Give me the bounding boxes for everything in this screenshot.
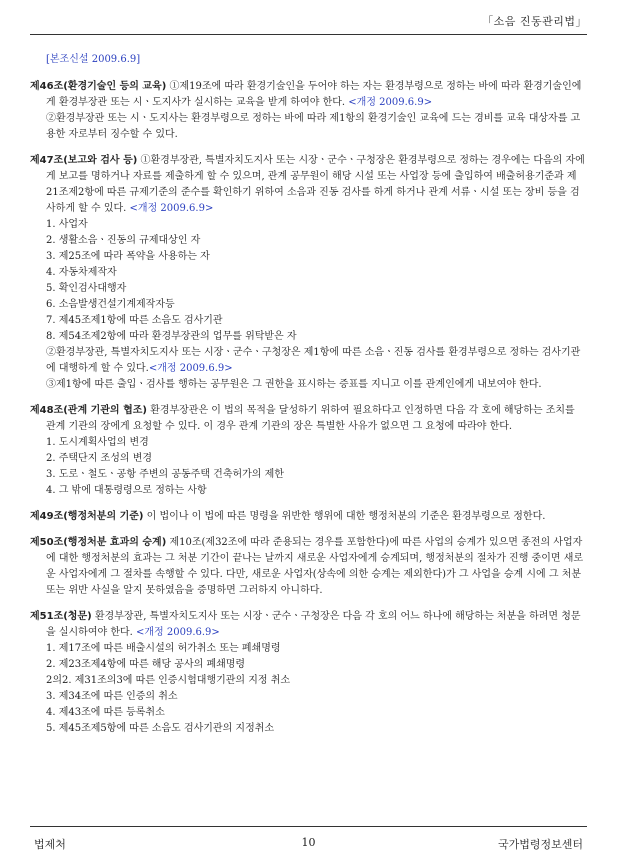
paragraph-text: ①환경부장관, 특별자치도지사 또는 시장ㆍ군수ㆍ구청장은 환경부령으로 정하는 경우에는 다음의 자에게 보고를 명하거나 자료를 제출하게 할 수 있으며, 관계 공무원이 해당 시설 또는 사업장 등에 출입하여 배출허용기준과 제21조제2항에 따른 규제기준의 준수를 확인하기 위하여 소음과 진동 검사를 하게 하거나 관계 서류ㆍ시설 또는 장비 등을 검사하게 할 수 있다. (46, 155, 585, 214)
list-item: 2. 주택단지 조성의 변경 (46, 453, 153, 464)
list-item: 2의2. 제31조의3에 따른 인증시험대행기관의 지정 취소 (46, 675, 291, 686)
article-50 (30, 535, 587, 599)
paragraph-text: 환경부장관, 특별자치도지사 또는 시장ㆍ군수ㆍ구청장은 다음 각 호의 어느 하나에 해당하는 처분을 하려면 청문을 실시하여야 한다. (46, 611, 581, 638)
page-footer (30, 826, 587, 853)
paragraph-text: ②환경부장관, 특별자치도지사 또는 시장ㆍ군수ㆍ구청장은 제1항에 따른 소음ㆍ진동 검사를 환경부령으로 정하는 검사기관에 대행하게 할 수 있다. (46, 347, 581, 374)
amendment-note: <개정 2009.6.9> (148, 363, 233, 374)
article-46-paragraph-1 (30, 79, 587, 111)
list-item: 1. 도시계획사업의 변경 (46, 437, 149, 448)
article-47 (30, 153, 587, 393)
list-item: 3. 제25조에 따라 폭약을 사용하는 자 (46, 251, 210, 262)
amendment-note: <개정 2009.6.9> (348, 97, 433, 108)
list-item: 3. 제34조에 따른 인증의 취소 (46, 691, 178, 702)
article-48-paragraph-1 (30, 403, 587, 435)
law-name: 「소음 진동관리법」 (482, 15, 587, 28)
list-item: 4. 자동차제작자 (46, 267, 117, 278)
publisher-label: 법제처 (34, 838, 66, 851)
list-item: 8. 제54조제2항에 따라 환경부장관의 업무를 위탁받은 자 (46, 331, 297, 342)
list-item: 6. 소음발생건설기계제작자등 (46, 299, 175, 310)
article-heading: 제48조(관계 기관의 협조) (30, 405, 147, 416)
article-46-paragraph-2 (30, 111, 587, 143)
article-47-paragraph-1 (30, 153, 587, 217)
article-heading: 제46조(환경기술인 등의 교육) (30, 81, 167, 92)
list-item: 3. 도로ㆍ철도ㆍ공항 주변의 공동주택 건축허가의 제한 (46, 469, 284, 480)
article-47-paragraph-3 (30, 377, 587, 393)
article-47-paragraph-2 (30, 345, 587, 377)
article-heading: 제47조(보고와 검사 등) (30, 155, 138, 166)
page-number: 10 (301, 836, 316, 849)
source-label: 국가법령정보센터 (497, 838, 583, 851)
article-49-paragraph-1 (30, 509, 587, 525)
document-body (30, 52, 587, 747)
paragraph-text: 환경부장관은 이 법의 목적을 달성하기 위하여 필요하다고 인정하면 다음 각 호에 해당하는 조치를 관계 기관의 장에게 요청할 수 있다. 이 경우 관계 기관의 장은 특별한 사유가 없으면 그 요청에 따라야 한다. (46, 405, 575, 432)
paragraph-text: ①제19조에 따라 환경기술인을 두어야 하는 자는 환경부령으로 정하는 바에 따라 환경기술인에게 환경부장관 또는 시ㆍ도지사가 실시하는 교육을 받게 하여야 한다. (46, 81, 582, 108)
article-heading: 제49조(행정처분의 기준) (30, 511, 144, 522)
enactment-note: [본조신설 2009.6.9] (46, 54, 141, 65)
amendment-note: <개정 2009.6.9> (136, 627, 220, 638)
amendment-note: <개정 2009.6.9> (129, 203, 214, 214)
list-item: 2. 생활소음ㆍ진동의 규제대상인 자 (46, 235, 201, 246)
paragraph-text: ②환경부장관 또는 시ㆍ도지사는 환경부령으로 정하는 바에 따라 제1항의 환경기술인 교육에 드는 경비를 교육 대상자를 고용한 자로부터 징수할 수 있다. (46, 113, 581, 140)
list-item: 5. 확인검사대행자 (46, 283, 127, 294)
list-item: 1. 제17조에 따른 배출시설의 허가취소 또는 폐쇄명령 (46, 643, 281, 654)
article-50-paragraph-1 (30, 535, 587, 599)
article-51 (30, 609, 587, 737)
article-49 (30, 509, 587, 525)
article-heading: 제50조(행정처분 효과의 승계) (30, 537, 167, 548)
article-51-paragraph-1 (30, 609, 587, 641)
page-header (30, 8, 587, 35)
paragraph-text: 제10조(제32조에 따라 준용되는 경우를 포함한다)에 따른 사업의 승계가 있으면 종전의 사업자에 대한 행정처분의 효과는 그 처분 기간이 끝나는 날까지 새로운 사업자에게 승계되며, 행정처분의 절차가 진행 중이면 새로운 사업자에게 그 절차를 속행할 수 있다. 다만, 새로운 사업자(상속에 의한 승계는 제외한다)가 그 사업을 승계 시에 그 처분 또는 위반 사실을 알지 못하였음을 증명하면 그러하지 아니하다. (46, 537, 584, 596)
list-item: 7. 제45조제1항에 따른 소음도 검사기관 (46, 315, 223, 326)
list-item: 4. 제43조에 따른 등록취소 (46, 707, 165, 718)
list-item: 2. 제23조제4항에 따른 해당 공사의 폐쇄명령 (46, 659, 246, 670)
list-item: 1. 사업자 (46, 219, 88, 230)
list-item: 4. 그 밖에 대통령령으로 정하는 사항 (46, 485, 207, 496)
article-heading: 제51조(청문) (30, 611, 92, 622)
article-48 (30, 403, 587, 499)
list-item: 5. 제45조제5항에 따른 소음도 검사기관의 지정취소 (46, 723, 275, 734)
paragraph-text: 이 법이나 이 법에 따른 명령을 위반한 행위에 대한 행정처분의 기준은 환경부령으로 정한다. (146, 511, 546, 522)
article-46 (30, 79, 587, 143)
paragraph-text: ③제1항에 따른 출입ㆍ검사를 행하는 공무원은 그 권한을 표시하는 증표를 지니고 이를 관계인에게 내보여야 한다. (46, 379, 542, 390)
